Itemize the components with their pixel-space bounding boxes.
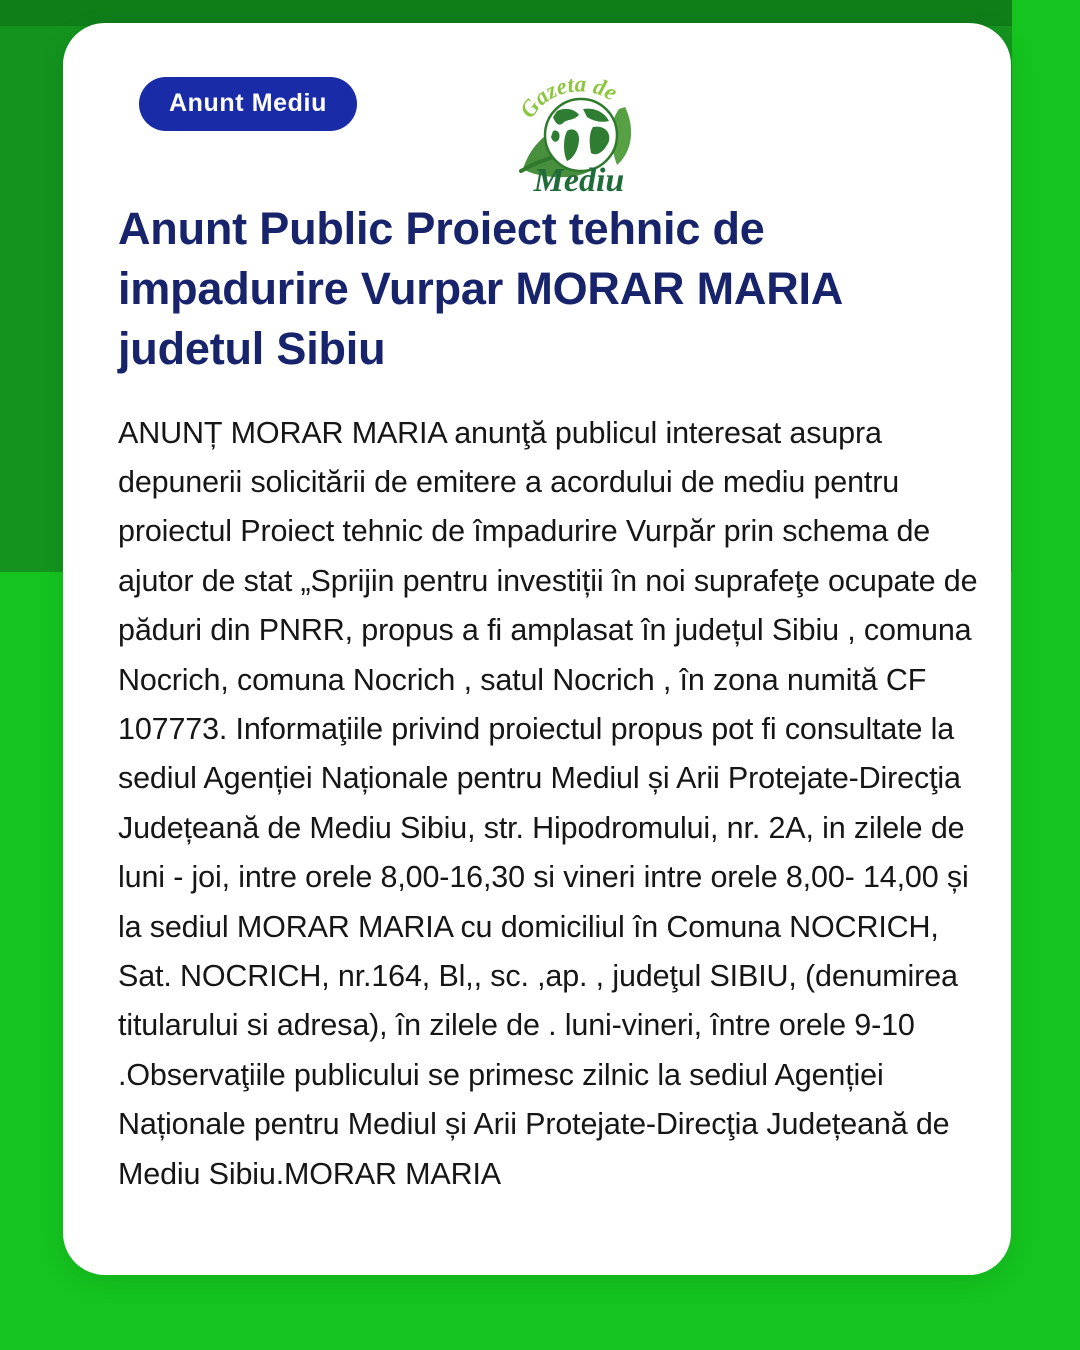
category-badge[interactable]: Anunt Mediu [139, 77, 357, 131]
gazeta-de-mediu-logo [509, 65, 649, 200]
logo-top-text: Gazeta de [514, 71, 622, 123]
announcement-body: ANUNȚ MORAR MARIA anunţă publicul interesat asupra depunerii solicitării de emitere a acordului de mediu pentru proiectul Proiect tehnic de împadurire Vurpăr prin schema de ajutor de stat „Sprijin pentru investiții în noi suprafeţe ocupate de păduri din PNRR, propus a fi amplasat în județul Sibiu , comuna Nocrich, comuna Nocrich , satul Nocrich , în zona numită CF 107773. Informaţiile privind proiectul propus pot fi consultate la sediul Agenției Naționale pentru Mediul și Arii Protejate-Direcţia Județeană de Mediu Sibiu, str. Hipodromului, nr. 2A, in zilele de luni - joi, intre orele 8,00-16,30 si vineri intre orele 8,00- 14,00 și la sediul MORAR MARIA cu domiciliul în Comuna NOCRICH, Sat. NOCRICH, nr.164, Bl,, sc. ,ap. , judeţul SIBIU, (denumirea titularului si adresa), în zilele de . luni-vineri, între orele 9-10 .Observaţiile publicului se primesc zilnic la sediul Agenției Naționale pentru Mediul și Arii Protejate-Direcţia Județeană de Mediu Sibiu.MORAR MARIA [118, 415, 978, 1191]
announcement-card [63, 23, 1011, 1275]
card-header [109, 55, 965, 199]
page-title: Anunt Public Proiect tehnic de impadurire Vurpar MORAR MARIA judetul Sibiu [118, 203, 842, 374]
background-bright-green-panel [1012, 0, 1080, 1350]
logo-bottom-text: Mediu [533, 162, 625, 199]
